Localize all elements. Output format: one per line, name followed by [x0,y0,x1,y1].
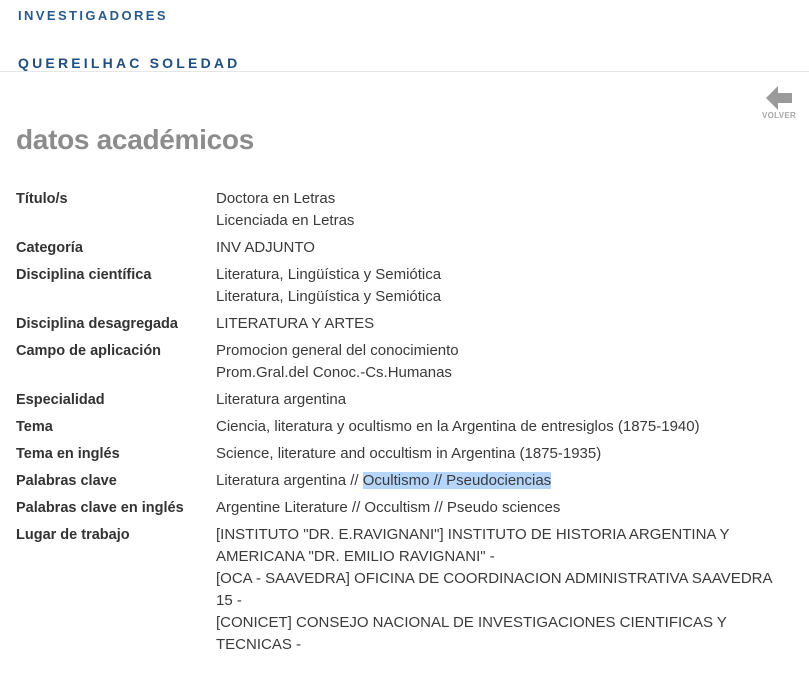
row-disciplina [16,264,796,313]
value-line: TECNICAS - [216,636,302,653]
value-line: 15 - [216,592,242,609]
field-label: Tema [16,419,53,435]
field-label: Tema en inglés [16,446,120,462]
field-value [216,470,796,497]
field-label: Título/s [16,191,68,207]
value-line: AMERICANA "DR. EMILIO RAVIGNANI" - [216,548,495,565]
value-line: Prom.Gral.del Conoc.-Cs.Humanas [216,364,452,381]
field-value [216,264,796,313]
header-divider [0,71,809,72]
field-label: Palabras clave [16,473,117,489]
value-line: INV ADJUNTO [216,239,315,256]
row-tema-en [16,443,796,470]
row-especialidad [16,389,796,416]
field-value [216,313,796,340]
row-desagregada [16,313,796,340]
field-value [216,188,796,237]
section-title: INVESTIGADORES [18,8,168,23]
field-label: Campo de aplicación [16,343,162,359]
field-label: Categoría [16,240,83,256]
field-value [216,443,796,470]
field-value [216,497,796,524]
value-line: [CONICET] CONSEJO NACIONAL DE INVESTIGACIONES CIENTIFICAS Y [216,614,727,631]
field-label: Disciplina desagregada [16,316,178,332]
value-line: Literatura, Lingüística y Semiótica [216,266,442,283]
field-label: Palabras clave en inglés [16,500,184,516]
back-label: VOLVER [761,111,797,120]
page-title: datos académicos [16,124,254,155]
value-line [216,470,796,492]
value-line: Ciencia, literatura y ocultismo en la Argentina de entresiglos (1875-1940) [216,418,700,435]
row-campo [16,340,796,389]
field-value [216,237,796,264]
value-line: Promocion general del conocimiento [216,342,459,359]
row-palabras-en [16,497,796,524]
value-line: [INSTITUTO "DR. E.RAVIGNANI"] INSTITUTO DE HISTORIA ARGENTINA Y [216,526,730,543]
field-label: Lugar de trabajo [16,527,130,543]
value-text: Literatura argentina // [216,472,363,489]
value-line: Literatura argentina [216,391,347,408]
field-value [216,340,796,389]
row-tema [16,416,796,443]
field-value [216,389,796,416]
field-value [216,524,796,661]
row-palabras [16,470,796,497]
value-line: Licenciada en Letras [216,212,355,229]
arrow-left-icon [766,86,792,110]
value-line: Argentine Literature // Occultism // Pseudo sciences [216,499,561,516]
value-line: [OCA - SAAVEDRA] OFICINA DE COORDINACION ADMINISTRATIVA SAAVEDRA [216,570,773,587]
field-label: Disciplina científica [16,267,152,283]
field-label: Especialidad [16,392,105,408]
selected-text: Ocultismo // Pseudociencias [362,472,552,489]
row-categoria [16,237,796,264]
value-line: LITERATURA Y ARTES [216,315,375,332]
row-titulos [16,188,796,237]
field-value [216,416,796,443]
value-line: Doctora en Letras [216,190,336,207]
value-line: Literatura, Lingüística y Semiótica [216,288,442,305]
academic-data-table [16,188,796,661]
researcher-name: QUEREILHAC SOLEDAD [18,55,241,71]
value-line: Science, literature and occultism in Argentina (1875-1935) [216,445,602,462]
back-button[interactable] [759,86,799,126]
row-lugar [16,524,796,661]
